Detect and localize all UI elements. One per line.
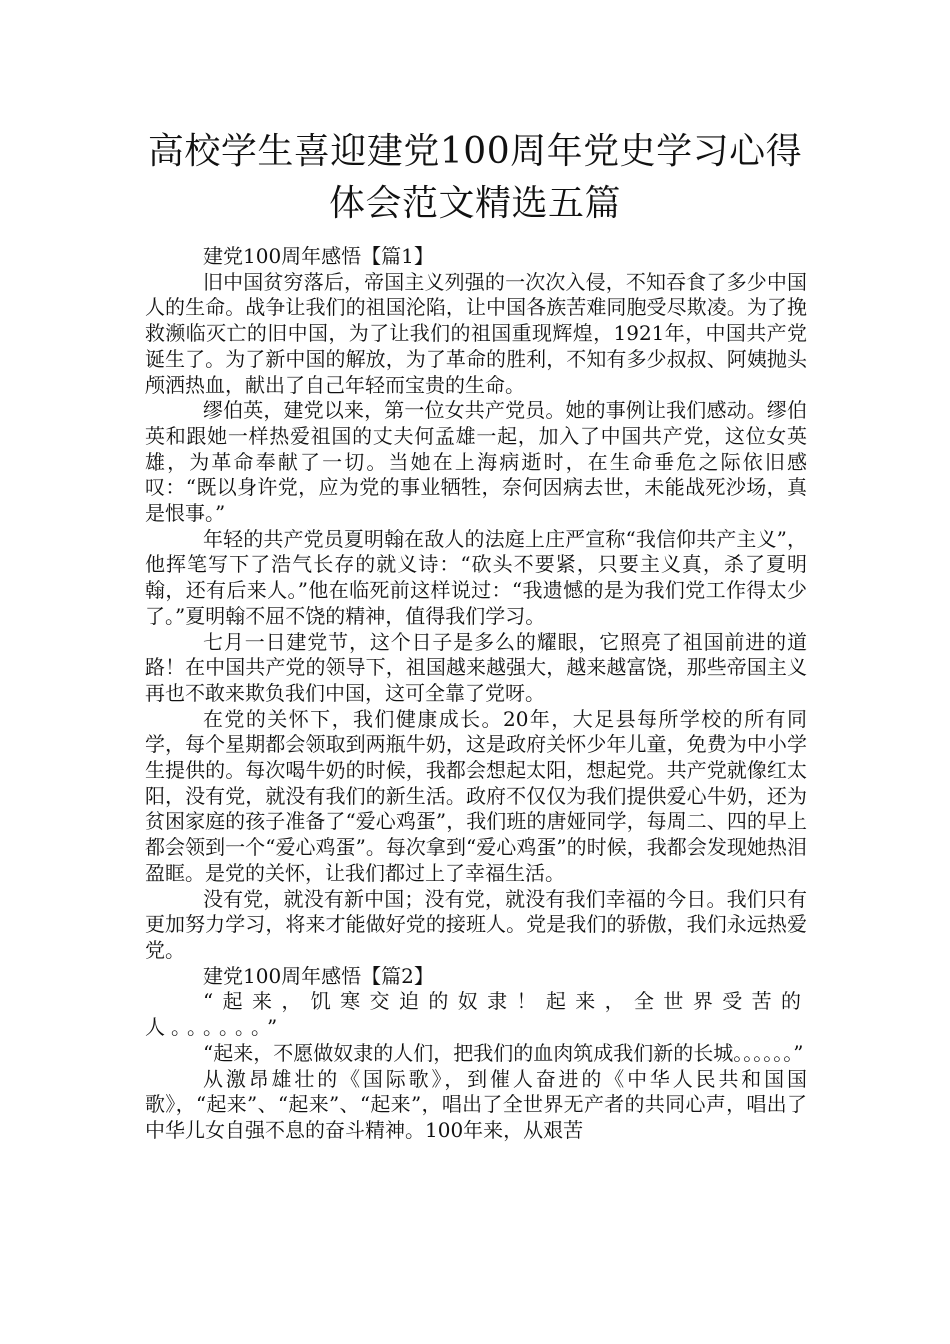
paragraph: 缪伯英，建党以来，第一位女共产党员。她的事例让我们感动。缪伯英和跟她一样热爱祖国的丈夫何孟雄一起，加入了中国共产党，这位女英雄，为革命奉献了一切。当她在上海病逝时，在生命垂危之际依旧感叹：“既以身许党，应为党的事业牺牲，奈何因病去世，未能战死沙场，真是恨事。” <box>145 398 807 526</box>
document-title-line2: 体会范文精选五篇 <box>328 183 621 224</box>
paragraph: 旧中国贫穷落后，帝国主义列强的一次次入侵，不知吞食了多少中国人的生命。战争让我们的祖国沦陷，让中国各族苦难同胞受尽欺凌。为了挽救濒临灭亡的旧中国，为了让我们的祖国重现辉煌，1921年，中国共产党诞生了。为了新中国的解放，为了革命的胜利，不知有多少叔叔、阿姨抛头颅洒热血，献出了自己年轻而宝贵的生命。 <box>145 269 807 397</box>
paragraph: 在党的关怀下，我们健康成长。20年，大足县每所学校的所有同学，每个星期都会领取到两瓶牛奶，这是政府关怀少年儿童，免费为中小学生提供的。每次喝牛奶的时候，我都会想起太阳，想起党。共产党就像红太阳，没有党，就没有我们的新生活。政府不仅仅为我们提供爱心牛奶，还为贫困家庭的孩子准备了“爱心鸡蛋”，我们班的唐娅同学，每周二、四的早上都会领到一个“爱心鸡蛋”。每次拿到“爱心鸡蛋”的时候，我都会发现她热泪盈眶。是党的关怀，让我们都过上了幸福生活。 <box>145 706 807 885</box>
document-body <box>145 244 807 1144</box>
section-heading-2: 建党100周年感悟【篇2】 <box>203 963 434 988</box>
document-title-line1: 高校学生喜迎建党100周年党史学习心得 <box>147 131 803 172</box>
section-heading-1: 建党100周年感悟【篇1】 <box>203 244 434 268</box>
paragraph: 没有党，就没有新中国；没有党，就没有我们幸福的今日。我们只有更加努力学习，将来才能做好党的接班人。党是我们的骄傲，我们永远热爱党。 <box>145 886 807 962</box>
paragraph-quote-1: “起来，饥寒交迫的奴隶！起来，全世界受苦的人。。。。。。” <box>145 989 807 1040</box>
paragraph: 年轻的共产党员夏明翰在敌人的法庭上庄严宣称“我信仰共产主义”，他挥笔写下了浩气长存的就义诗：“砍头不要紧，只要主义真，杀了夏明翰，还有后来人。”他在临死前这样说过：“我遗憾的是为我们党工作得太少了。”夏明翰不屈不饶的精神，值得我们学习。 <box>145 526 807 628</box>
paragraph-quote-2: “起来，不愿做奴隶的人们，把我们的血肉筑成我们新的长城。。。。。。” <box>203 1040 804 1065</box>
paragraph: 从激昂雄壮的《国际歌》，到催人奋进的《中华人民共和国国歌》，“起来”、“起来”、“起来”，唱出了全世界无产者的共同心声，唱出了中华儿女自强不息的奋斗精神。100年来，从艰苦 <box>145 1066 807 1142</box>
paragraph: 七月一日建党节，这个日子是多么的耀眼，它照亮了祖国前进的道路！在中国共产党的领导下，祖国越来越强大，越来越富饶，那些帝国主义再也不敢来欺负我们中国，这可全靠了党呀。 <box>145 629 807 705</box>
